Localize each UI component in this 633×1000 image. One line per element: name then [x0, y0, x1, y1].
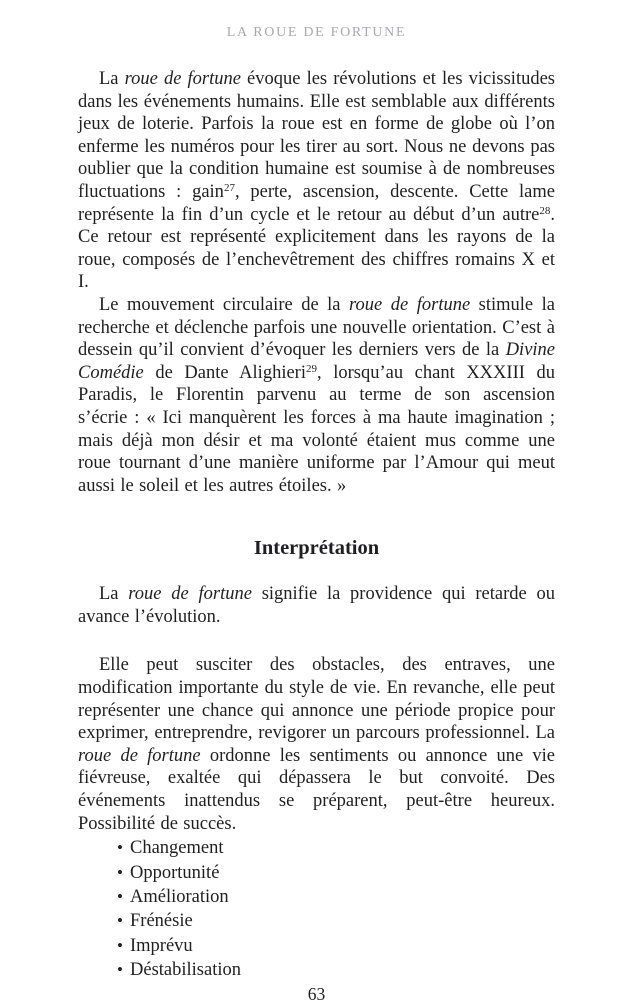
italic-term: roue de fortune [78, 745, 201, 766]
bullet-icon: • [117, 960, 123, 980]
keyword-label: Déstabilisation [130, 960, 241, 981]
keyword-label: Frénésie [130, 911, 193, 932]
bullet-icon: • [117, 838, 123, 858]
footnote-reference: 27 [223, 181, 235, 194]
keyword-list [78, 836, 555, 982]
keyword-item [117, 934, 555, 958]
running-header: LA ROUE DE FORTUNE [226, 25, 407, 40]
keyword-label: Opportunité [130, 862, 220, 883]
paragraph: Elle peut susciter des obstacles, des entraves, une modification importante du style de vie. En revanche, elle peut représenter une chance qui annonce une période propice pour exprimer, entreprendre, revigorer un parcours professionnel. La roue de fortune ordonne les sentiments ou annonce une vie fiévreuse, exaltée qui dépassera le but convoité. Des événements inattendus se préparent, peut-être heureux. Possibilité de succès. [78, 655, 556, 834]
bullet-icon: • [117, 862, 123, 882]
footnote-reference: 28 [539, 204, 551, 217]
keyword-label: Amélioration [130, 887, 229, 908]
paragraph: Le mouvement circulaire de la roue de fortune stimule la recherche et déclenche parfois une nouvelle orientation. C’est à dessein qu’il convient d’évoquer les derniers vers de la Divine Comédie de Dante Alighieri$^{29}$, lorsqu’au chant XXXIII du Paradis, le Florentin parvenu au terme de son ascension s’écrie : « Ici manquèrent les forces à ma haute imagination ; mais déjà mon désir et ma volonté étaient mus comme une roue tournant d’une manière uniforme par l’Amour qui meut aussi le soleil et les autres étoiles. » [78, 294, 556, 496]
section-heading: Interprétation [253, 537, 380, 560]
page-body [78, 68, 555, 983]
keyword-item [117, 836, 555, 860]
paragraph: La roue de fortune évoque les révolutions et les vicissitudes dans les événements humains. Elle est semblable aux différents jeux de loterie. Parfois la roue est en forme de globe où l’on enferme les numéros pour les tirer au sort. Nous ne devons pas oublier que la condition humaine est soumise à de nombreuses fluctuations : gain$^{27}$, perte, ascension, descente. Cette lame représente la fin d’un cycle et le retour au début d’un autre$^{28}$. Ce retour est représenté explicitement dans les rayons de la roue, composés de l’enchevêtrement des chiffres romains X et I. [78, 69, 555, 293]
intro-section [78, 68, 555, 497]
bullet-icon: • [117, 887, 123, 907]
italic-term: roue de fortune [124, 69, 241, 89]
footnote-reference: 29 [305, 362, 317, 375]
page-number: 63 [307, 983, 326, 1000]
keyword-item [117, 861, 555, 885]
paragraph: La roue de fortune signifie la providence qui retarde ou avance l’évolution. [78, 584, 556, 627]
bullet-icon: • [117, 935, 123, 955]
keyword-item [117, 909, 555, 933]
keyword-item [117, 958, 555, 982]
keyword-label: Changement [130, 838, 224, 859]
bullet-icon: • [117, 911, 123, 931]
keyword-label: Imprévu [130, 935, 193, 956]
keyword-item [117, 885, 555, 909]
italic-term: roue de fortune [349, 294, 471, 315]
italic-term: Divine Comédie [78, 340, 555, 383]
interpretation-section [78, 583, 555, 835]
italic-term: roue de fortune [128, 584, 252, 605]
